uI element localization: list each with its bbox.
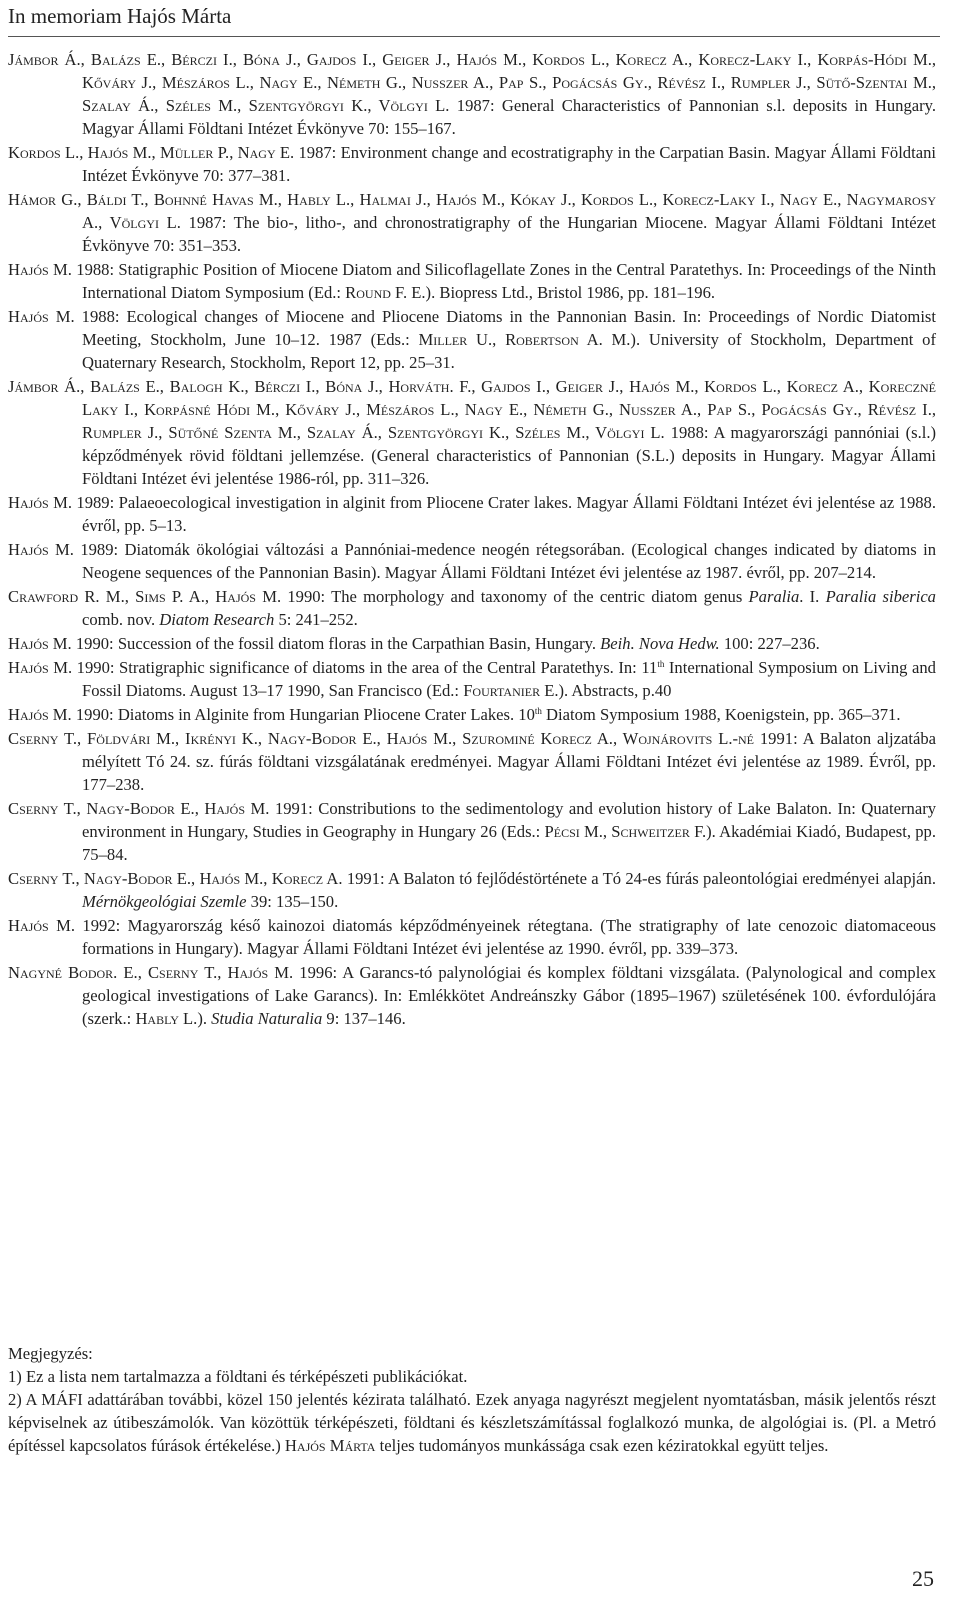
running-header: In memoriam Hajós Márta (8, 4, 232, 28)
reference-entry (8, 727, 936, 796)
reference-text: 1991: Constributions to the sedimentology and evolution history of Lake Balaton. In: Quaternary environment in Hungary, Studies in Geography in Hungary 26 (Eds.: (82, 799, 937, 841)
author-names: Hajós M. (8, 493, 72, 512)
reference-entry (8, 632, 936, 655)
reference-text: ). Abstracts, p.40 (558, 681, 672, 700)
reference-text: 1987: General Characteristics of Pannonian s.l. deposits in Hungary. Magyar Állami Földtani Intézet Évkönyve 70: 155–167. (82, 96, 937, 138)
reference-entry (8, 141, 936, 187)
reference-text: 1) Ez a lista nem tartalmazza a földtani és térképészeti publikációkat. (8, 1367, 468, 1386)
notes-section (8, 1342, 936, 1457)
reference-entry (8, 48, 936, 140)
ordinal-suffix: th (657, 659, 665, 669)
author-names: Cserny T., Földvári M., Ikrényi K., Nagy-Bodor E., Hajós M., Szurominé Korecz A., Wojnárovits L.-né (8, 729, 755, 748)
reference-entry (8, 538, 936, 584)
reference-text: ). Biopress Ltd., Bristol 1986, pp. 181–196. (425, 283, 716, 302)
author-names: Jámbor Á., Balázs E., Balogh K., Bérczi I., Bóna J., Horváth. F., Gajdos I., Geiger J., Hajós M., Kordos L., Korecz A., Koreczné Laky I., Korpásné Hódi M., Kőváry J., Mészáros L., Nagy E., Németh G., Nusszer A., Pap S., Pogácsás Gy., Révész I., Rumpler J., Sütőné Szenta M., Szalay Á., Szentgyörgyi K., Széles M., Völgyi L. (8, 377, 936, 442)
reference-entry (8, 656, 936, 702)
author-names: Hajós M. (8, 705, 72, 724)
author-names: Round F. E. (345, 283, 426, 302)
author-names: Pécsi M., Schweitzer F. (544, 822, 707, 841)
author-names: Miller U., Robertson A. M. (418, 330, 631, 349)
reference-text: 1990: The morphology and taxonomy of the centric diatom genus (281, 587, 749, 606)
author-names: Hajós M. (8, 634, 72, 653)
author-names: Hámor G., Báldi T., Bohnné Havas M., Hably L., Halmai J., Hajós M., Kókay J., Kordos L., Korecz-Laky I., Nagy E., Nagymarosy A., Völgyi L. (8, 190, 936, 232)
italic-title: Studia Naturalia (211, 1009, 323, 1028)
reference-text: 1987: Environment change and ecostratigraphy in the Carpatian Basin. Magyar Állami Földtani Intézet Évkönyve 70: 377–381. (82, 143, 936, 185)
reference-entry (8, 258, 936, 304)
reference-text: 9: 137–146. (322, 1009, 406, 1028)
note-item (8, 1365, 936, 1388)
author-names: Kordos L., Hajós M., Müller P., Nagy E. (8, 143, 295, 162)
reference-text: 1988: A magyarországi pannóniai (s.l.) képződmények rövid földtani jellemzése. (General characteristics of Pannonian (S.L.) deposits in Hungary. Magyar Állami Földtani Intézet évi jelentése 1986-ról, pp. 311–326. (82, 423, 937, 488)
italic-title: Mérnökgeológiai Szemle (82, 892, 247, 911)
author-names: Hajós M. (8, 307, 75, 326)
reference-text: ). University of Stockholm, Department of Quaternary Research, Stockholm, Report 12, pp. 25–31. (82, 330, 937, 372)
author-names: Hajós M. (8, 658, 73, 677)
reference-text: 39: 135–150. (246, 892, 339, 911)
author-names: Crawford R. M., Sims P. A., Hajós M. (8, 587, 282, 606)
reference-text: International Symposium on Living and Fossil Diatoms. August 13–17 1990, San Francisco (Ed.: (82, 658, 936, 700)
italic-title: Beih. Nova Hedw. (600, 634, 720, 653)
author-names: Cserny T., Nagy-Bodor E., Hajós M., Korecz A. (8, 869, 343, 888)
author-names: Cserny T., Nagy-Bodor E., Hajós M. (8, 799, 270, 818)
header-divider (8, 36, 940, 37)
author-names: Fourtanier E. (463, 681, 559, 700)
reference-text: ). Akadémiai Kiadó, Budapest, pp. 75–84. (82, 822, 936, 864)
reference-text: 1990: Diatoms in Alginite from Hungarian Pliocene Crater Lakes. 10 (71, 705, 535, 724)
reference-entry (8, 305, 936, 374)
reference-entry (8, 703, 936, 726)
author-names: Nagyné Bodor. E., Cserny T., Hajós M. (8, 963, 294, 982)
reference-entry (8, 585, 936, 631)
reference-entry (8, 491, 936, 537)
reference-entry (8, 375, 936, 490)
reference-text: 1988: Statigraphic Position of Miocene Diatom and Silicoflagellate Zones in the Central Paratethys. In: Proceedings of the Ninth International Diatom Symposium (Ed.: (71, 260, 936, 302)
author-names: Jámbor Á., Balázs E., Bérczi I., Bóna J., Gajdos I., Geiger J., Hajós M., Kordos L., Korecz A., Korecz-Laky I., Korpás-Hódi M., Kőváry J., Mészáros L., Nagy E., Németh G., Nusszer A., Pap S., Pogácsás Gy., Révész I., Rumpler J., Sütő-Szentai M., Szalay Á., Széles M., Szentgyörgyi K., Völgyi L. (8, 50, 936, 115)
reference-text: 1996: A Garancs-tó palynológiai és komplex földtani vizsgálata. (Palynological and complex geological investigations of Lake Garancs). In: Emlékkötet Andreánszky Gábor (1895–1967) születésének 100. évfordulójára (szerk.: (82, 963, 936, 1028)
reference-text: . I. (799, 587, 826, 606)
page-number: 25 (912, 1566, 934, 1591)
author-names: Hajós Márta (284, 1436, 376, 1455)
reference-text: 1989: Palaeoecological investigation in alginit from Pliocene Crater lakes. Magyar Állami Földtani Intézet évi jelentése az 1988. évről, pp. 5–13. (71, 493, 936, 535)
reference-list (8, 48, 936, 1031)
ordinal-suffix: th (534, 706, 542, 716)
reference-text: comb. nov. (82, 610, 160, 629)
reference-text: 1990: Succession of the fossil diatom floras in the Carpathian Basin, Hungary. (71, 634, 601, 653)
reference-text: 1991: A Balaton aljzatába mélyített Tó 24. sz. fúrás földtani vizsgálatának eredményei. Magyar Állami Földtani Intézet évi jelentése az 1989. Évről, pp. 177–238. (82, 729, 937, 794)
reference-entry (8, 867, 936, 913)
reference-text: ). (197, 1009, 212, 1028)
reference-text: 1989: Diatomák ökológiai változási a Pannóniai-medence neogén rétegsorában. (Ecological changes indicated by diatoms in Neogene sequences of the Pannonian Basin). Magyar Állami Földtani Intézet évi jelentése az 1987. évről, pp. 207–214. (73, 540, 936, 582)
reference-entry (8, 797, 936, 866)
reference-text: 1988: Ecological changes of Miocene and Pliocene Diatoms in the Pannonian Basin. In: Proceedings of Nordic Diatomist Meeting, Stockholm, June 10–12. 1987 (Eds.: (74, 307, 936, 349)
reference-text: 2) A MÁFI adattárában további, közel 150 jelentés kézirata található. Ezek anyaga nagyrészt megjelent nyomtatásban, másik jelentős részt képviselnek az útibeszámolók. Van közöttük térképészeti, földtani és készletszámítással foglalkozó munka, de algológiai is. (Pl. a Metró építéssel kapcsolatos fúrások értékelése.) (8, 1390, 936, 1455)
author-names: Hajós M. (8, 260, 72, 279)
author-names: Hajós M. (8, 540, 74, 559)
author-names: Hajós M. (8, 916, 75, 935)
reference-text: 100: 227–236. (719, 634, 820, 653)
note-item (8, 1388, 936, 1457)
reference-text: 1991: A Balaton tó fejlődéstörténete a Tó 24-es fúrás paleontológiai eredményei alapján. (342, 869, 936, 888)
reference-text: 1987: The bio-, litho-, and chronostratigraphy of the Hungarian Miocene. Magyar Állami Földtani Intézet Évkönyve 70: 351–353. (82, 213, 936, 255)
reference-text: 1990: Stratigraphic significance of diatoms in the area of the Central Paratethys. In: 11 (72, 658, 658, 677)
notes-heading: Megjegyzés: (8, 1344, 93, 1363)
italic-title: Diatom Research (159, 610, 275, 629)
reference-entry (8, 188, 936, 257)
reference-text: teljes tudományos munkássága csak ezen kéziratokkal együtt teljes. (375, 1436, 829, 1455)
author-names: Hably L. (135, 1009, 198, 1028)
reference-entry (8, 914, 936, 960)
reference-text: 5: 241–252. (274, 610, 358, 629)
reference-entry (8, 961, 936, 1030)
italic-title: Paralia (748, 587, 800, 606)
italic-title: Paralia siberica (825, 587, 936, 606)
reference-text: Diatom Symposium 1988, Koenigstein, pp. 365–371. (541, 705, 901, 724)
reference-text: 1992: Magyarország késő kainozoi diatomás képződményeinek rétegtana. (The stratigraphy of late cenozoic diatomaceous formations in Hungary). Magyar Állami Földtani Intézet évi jelentése az 1990. évről, pp. 339–373. (75, 916, 936, 958)
